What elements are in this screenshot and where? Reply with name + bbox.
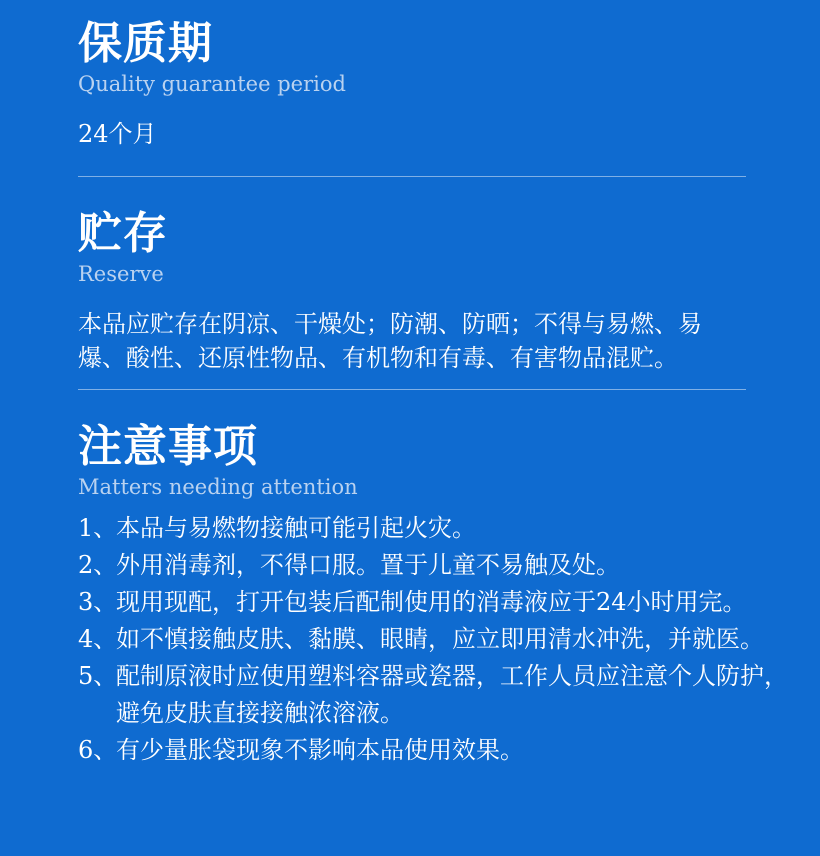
list-item-number: 2、: [78, 551, 118, 579]
list-item: [78, 547, 798, 584]
shelf-life-text: 24个月: [78, 120, 157, 148]
list-item-text: 本品与易燃物接触可能引起火灾。: [116, 514, 476, 542]
list-item-number: 6、: [78, 736, 118, 764]
list-item-text: 配制原液时应使用塑料容器或瓷器，工作人员应注意个人防护，避免皮肤直接接触浓溶液。: [116, 662, 788, 727]
storage-section: [78, 208, 746, 375]
list-item-text: 如不慎接触皮肤、黏膜、眼睛，应立即用清水冲洗，并就医。: [116, 625, 764, 653]
notes-list: [78, 510, 798, 769]
list-item-number: 3、: [78, 588, 118, 616]
list-item-number: 5、: [78, 662, 118, 690]
list-item-number: 4、: [78, 625, 118, 653]
notes-title: 注意事项: [78, 421, 258, 472]
storage-title: 贮存: [78, 208, 168, 259]
divider: [78, 176, 746, 177]
list-item: [78, 510, 798, 547]
divider: [78, 389, 746, 390]
list-item-text: 现用现配，打开包装后配制使用的消毒液应于24小时用完。: [116, 588, 747, 616]
list-item: [78, 658, 798, 732]
shelf-life-subtitle: Quality guarantee period: [78, 72, 346, 96]
list-item-text: 外用消毒剂，不得口服。置于儿童不易触及处。: [116, 551, 620, 579]
list-item: [78, 621, 798, 658]
notes-subtitle: Matters needing attention: [78, 475, 358, 499]
shelf-life-title: 保质期: [78, 18, 213, 69]
storage-text: 本品应贮存在阴凉、干燥处；防潮、防晒；不得与易燃、易爆、酸性、还原性物品、有机物和有毒、有害物品混贮。: [78, 310, 702, 372]
list-item-text: 有少量胀袋现象不影响本品使用效果。: [116, 736, 524, 764]
list-item: [78, 732, 798, 769]
shelf-life-section: [78, 18, 746, 151]
storage-subtitle: Reserve: [78, 262, 164, 286]
list-item-number: 1、: [78, 514, 118, 542]
notes-section: [78, 421, 746, 499]
list-item: [78, 584, 798, 621]
